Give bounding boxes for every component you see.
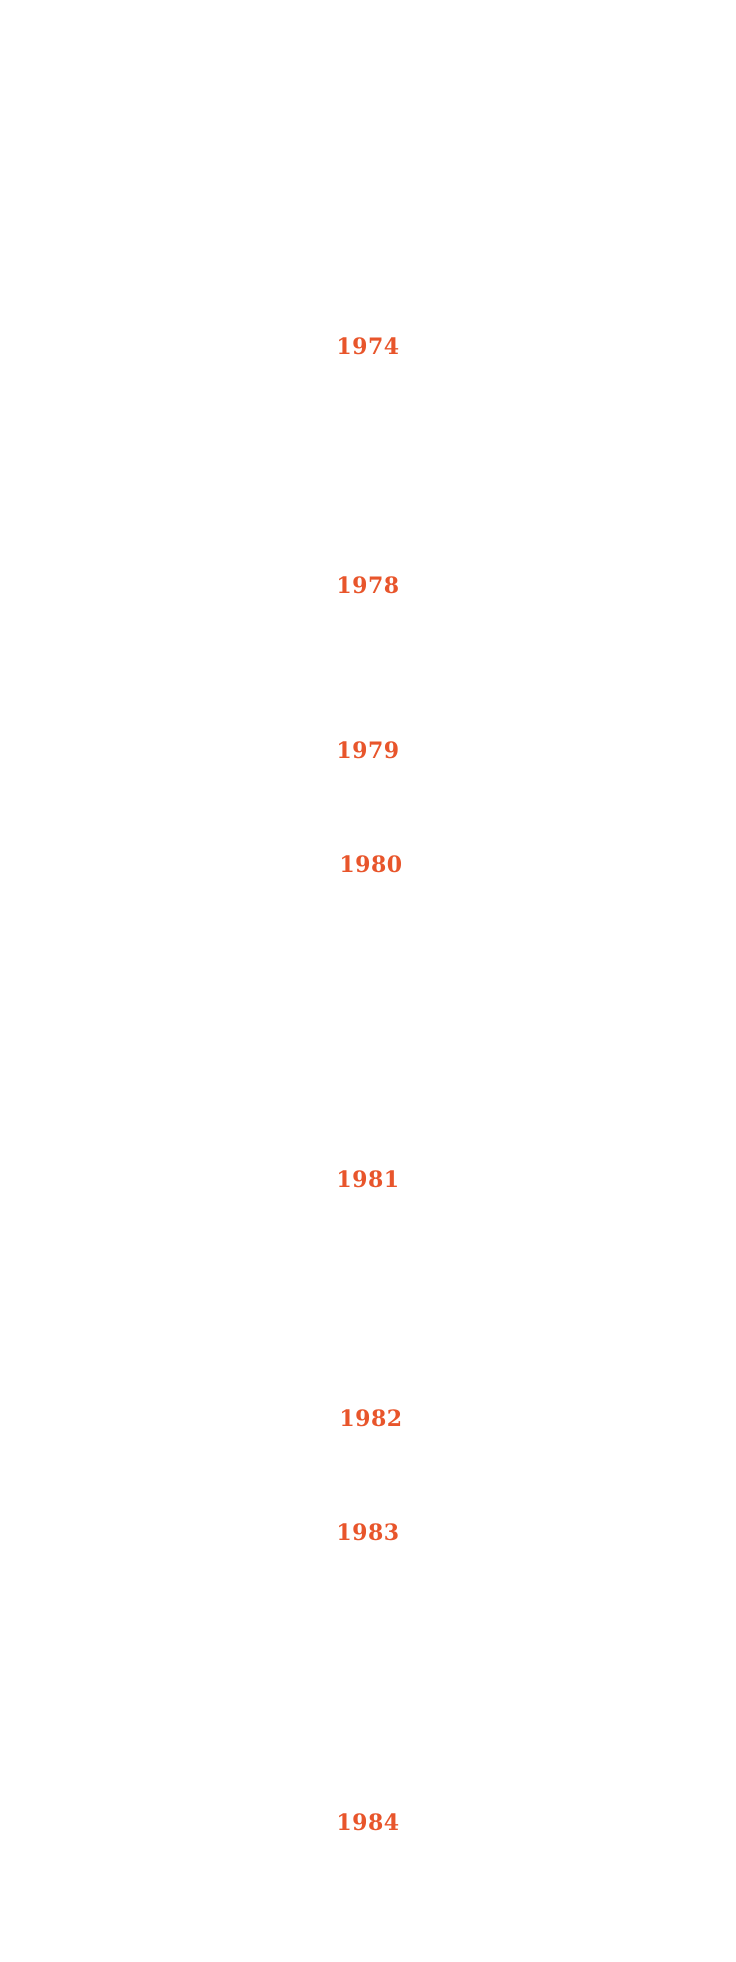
timeline-year-1983: 1983 <box>336 1520 400 1546</box>
timeline-year-1981: 1981 <box>336 1167 400 1193</box>
timeline-year-1982: 1982 <box>339 1406 403 1432</box>
timeline-year-1980: 1980 <box>339 852 403 878</box>
timeline-year-1978: 1978 <box>336 573 400 599</box>
timeline-year-1974: 1974 <box>336 334 400 360</box>
timeline-year-1984: 1984 <box>336 1810 400 1836</box>
timeline-year-1979: 1979 <box>336 738 400 764</box>
